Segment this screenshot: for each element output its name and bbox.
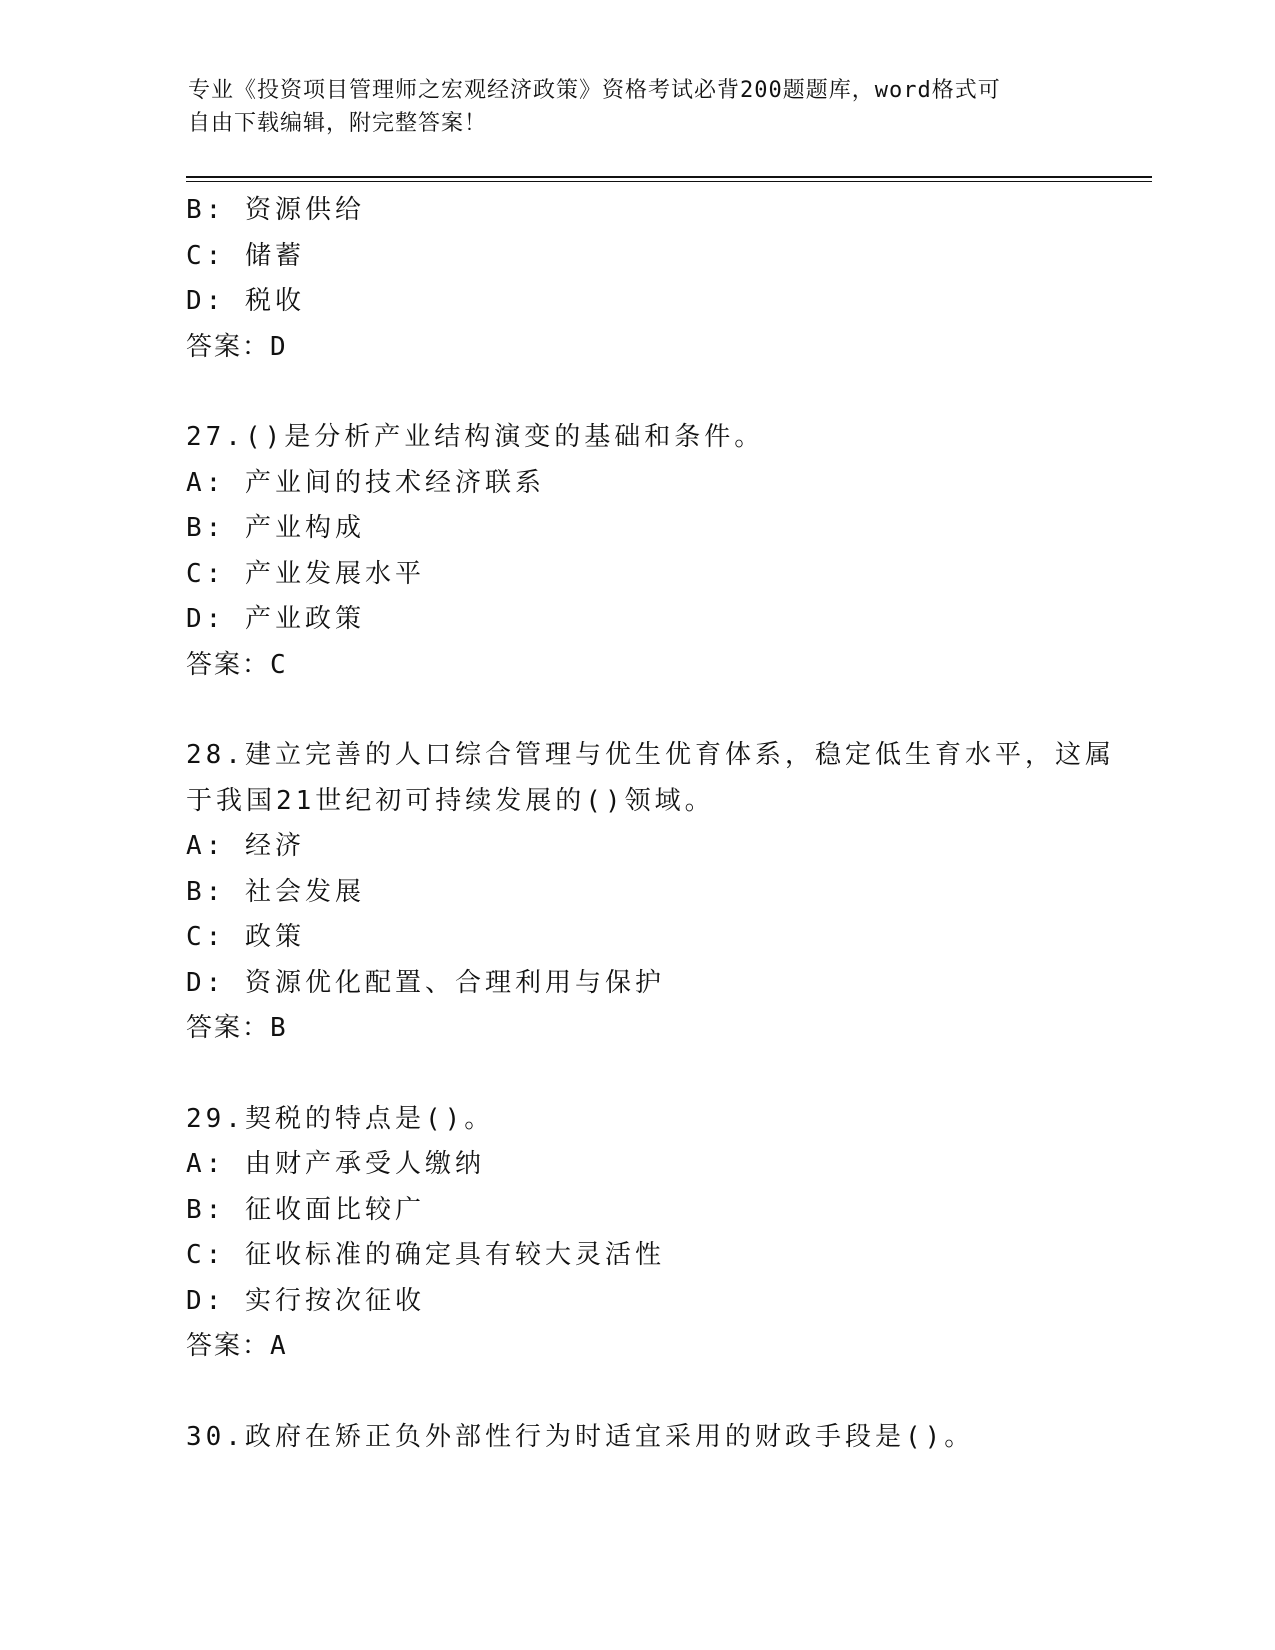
block-spacer <box>186 688 1086 733</box>
question-text: 30.政府在矫正负外部性行为时适宜采用的财政手段是()。 <box>186 1421 975 1452</box>
block-spacer <box>186 370 1086 415</box>
option-b: B: 征收面比较广 <box>186 1194 425 1225</box>
option-c: C: 政策 <box>186 922 305 952</box>
header-line-2: 自由下载编辑，附完整答案！ <box>188 111 488 136</box>
option-d: D: 实行按次征收 <box>186 1285 425 1316</box>
question-text: 27.()是分析产业结构演变的基础和条件。 <box>186 422 765 452</box>
option-b: B: 社会发展 <box>186 876 365 907</box>
question-text: 29.契税的特点是()。 <box>186 1103 495 1134</box>
header-rule-thick <box>186 176 1152 178</box>
block-spacer <box>186 1052 1086 1097</box>
option-b: B: 资源供给 <box>186 195 365 225</box>
document-body <box>186 188 1115 1460</box>
option-a: A: 经济 <box>186 831 305 861</box>
option-d: D: 资源优化配置、合理利用与保护 <box>186 967 665 998</box>
document-header <box>188 74 1068 140</box>
option-c: C: 储蓄 <box>186 240 305 271</box>
option-d: D: 产业政策 <box>186 604 365 634</box>
question-block-29 <box>186 1097 1086 1370</box>
option-c: C: 产业发展水平 <box>186 558 425 589</box>
option-d: D: 税收 <box>186 286 305 316</box>
question-block-27 <box>186 415 1086 688</box>
block-spacer <box>186 1370 1086 1415</box>
answer: 答案：D <box>186 331 288 362</box>
answer: 答案：B <box>186 1013 288 1043</box>
header-rule-thin <box>186 181 1152 182</box>
question-block-26 <box>186 188 1086 370</box>
option-a: A: 由财产承受人缴纳 <box>186 1149 485 1179</box>
option-a: A: 产业间的技术经济联系 <box>186 467 545 498</box>
header-line-1: 专业《投资项目管理师之宏观经济政策》资格考试必背200题题库，word格式可 <box>188 78 1001 103</box>
answer: 答案：A <box>186 1331 288 1361</box>
question-block-28 <box>186 733 1115 1052</box>
option-c: C: 征收标准的确定具有较大灵活性 <box>186 1240 665 1270</box>
question-block-30 <box>186 1415 1086 1461</box>
question-text-line-1: 28.建立完善的人口综合管理与优生优育体系，稳定低生育水平，这属 <box>186 740 1115 770</box>
option-b: B: 产业构成 <box>186 513 365 543</box>
answer: 答案：C <box>186 649 288 680</box>
question-text-line-2: 于我国21世纪初可持续发展的()领域。 <box>186 785 715 816</box>
